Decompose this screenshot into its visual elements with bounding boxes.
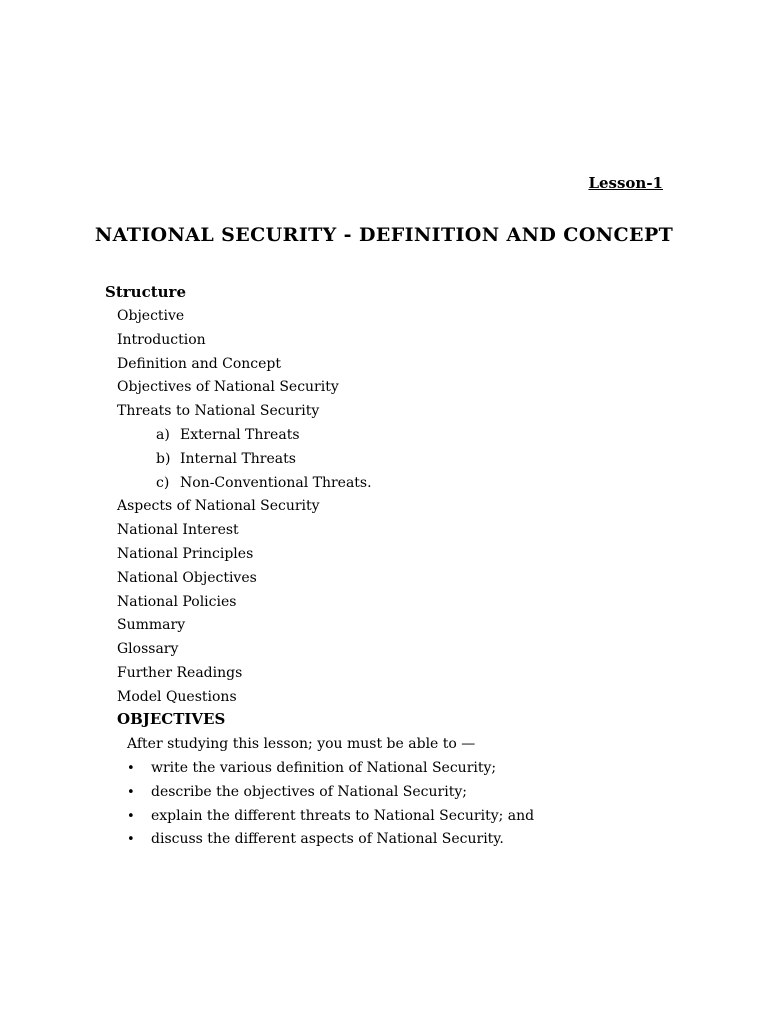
objective-text: write the various definition of National Security; [151, 760, 497, 776]
structure-item-label: National Interest [117, 522, 239, 539]
subitem-marker: a) [156, 426, 170, 443]
structure-subitem [117, 448, 372, 472]
bullet-icon: • [127, 784, 135, 800]
structure-item [117, 400, 372, 424]
structure-item-label: Model Questions [117, 688, 237, 705]
structure-item-label: Aspects of National Security [117, 498, 320, 515]
structure-item [117, 662, 372, 686]
objective-text: explain the different threats to National Security; and [151, 807, 535, 824]
structure-item [117, 376, 372, 400]
structure-item [117, 519, 372, 543]
structure-subitem-label: External Threats [180, 426, 300, 443]
objectives-list [127, 757, 534, 852]
bullet-icon: • [127, 761, 135, 776]
objective-item [127, 757, 534, 781]
structure-item [117, 567, 372, 591]
structure-item-label: National Objectives [117, 569, 257, 586]
document-title: NATIONAL SECURITY - DEFINITION AND CONCEPT [94, 224, 674, 246]
structure-item [117, 495, 372, 519]
objectives-intro: After studying this lesson; you must be able to — [127, 736, 476, 752]
structure-item [117, 543, 372, 567]
structure-item-label: National Principles [117, 545, 254, 562]
structure-item-label: National Policies [117, 593, 237, 610]
structure-item-label: Introduction [117, 331, 206, 348]
structure-item-label: Objectives of National Security [117, 379, 339, 396]
structure-item [117, 614, 372, 638]
structure-list [117, 305, 372, 710]
structure-item-label: Objective [117, 308, 185, 324]
subitem-marker: b) [156, 450, 171, 467]
structure-item [117, 353, 372, 377]
objective-item [127, 828, 534, 852]
structure-subitem [117, 424, 372, 448]
structure-item-label: Threats to National Security [117, 403, 320, 420]
structure-item-label: Further Readings [117, 664, 243, 681]
objective-text: discuss the different aspects of National Security. [151, 831, 504, 848]
structure-item [117, 329, 372, 353]
lesson-label: Lesson-1 [588, 174, 663, 192]
structure-subitem [117, 472, 372, 496]
bullet-icon: • [127, 832, 135, 848]
structure-item [117, 591, 372, 615]
objective-item [127, 805, 534, 829]
objective-item [127, 781, 534, 805]
structure-item-label: Definition and Concept [117, 355, 281, 372]
subitem-marker: c) [156, 474, 170, 491]
objective-text: describe the objectives of National Security; [151, 783, 467, 800]
structure-item-label: Glossary [117, 641, 179, 658]
structure-subitem-label: Internal Threats [180, 450, 296, 467]
structure-heading: Structure [105, 283, 186, 301]
objectives-heading: OBJECTIVES [117, 710, 226, 728]
structure-item [117, 305, 372, 329]
structure-item-label: Summary [117, 617, 186, 634]
bullet-icon: • [127, 808, 135, 824]
structure-item [117, 638, 372, 662]
structure-subitem-label: Non-Conventional Threats. [180, 474, 372, 491]
structure-item [117, 686, 372, 710]
